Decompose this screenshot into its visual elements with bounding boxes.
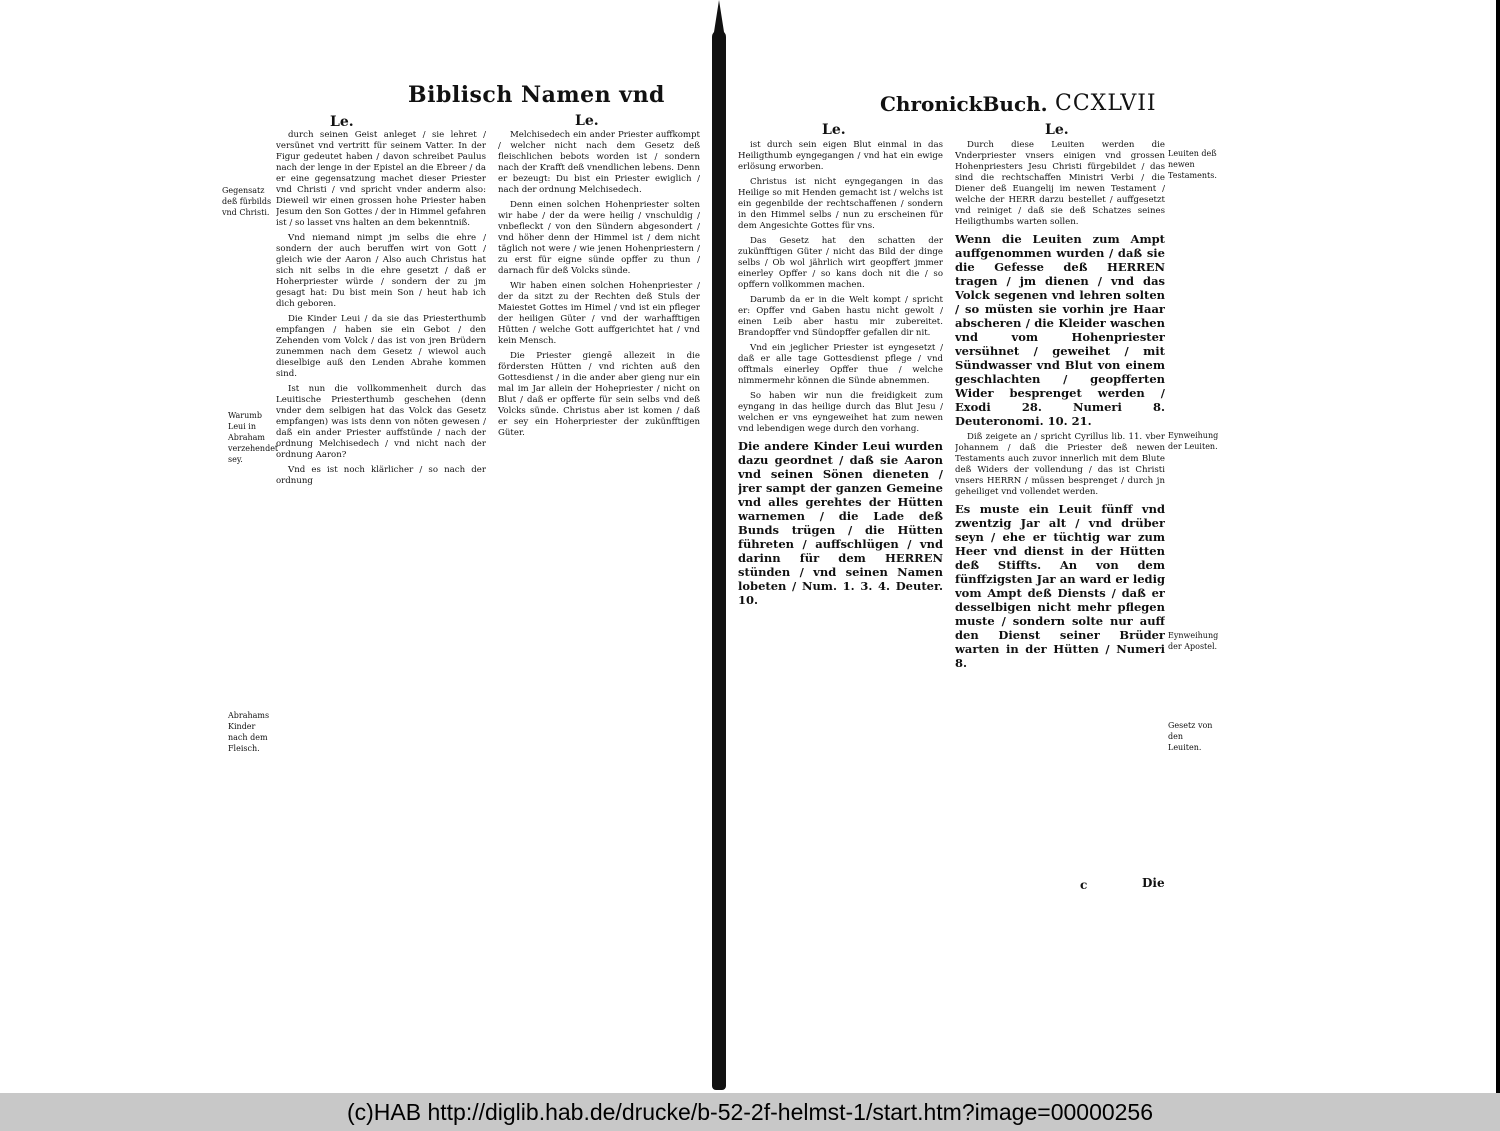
paragraph: ist durch sein eigen Blut einmal in das Heiligthumb eyngegangen / vnd hat ein ewige erlösung erworben. [738, 140, 943, 172]
paragraph: Diß zeigete an / spricht Cyrillus lib. 11. vber Johannem / daß die Priester deß newen Testaments auch zuvor innerlich mit dem Blute deß Widers der vollendung / das ist Christi vnsers HERRN / müssen besprenget / durch jn geheiliget vnd vollendet werden. [955, 432, 1165, 497]
paragraph: So haben wir nun die freidigkeit zum eyngang in das heilige durch das Blut Jesu / welchen er vns eyngeweihet hat zum newen vnd lebendigen wege durch den vorhang. [738, 391, 943, 434]
catchword: Die [1142, 876, 1165, 890]
paragraph: Christus ist nicht eyngegangen in das Heilige so mit Henden gemacht ist / welchs ist ein gegenbilde der rechtschaffenen / sondern in den Himmel selbs / nun zu erscheinen für dem Angesichte Gottes für vns. [738, 177, 943, 231]
paragraph: Ist nun die vollkommenheit durch das Leuitische Priesterthumb geschehen (denn vnder dem selbigen hat das Volck das Gesetz empfangen) was ists denn von nöten gewesen / daß ein ander Priester auffstünde / nach der ordnung Melchisedech / vnd nicht nach der ordnung Aaron? [276, 384, 486, 460]
running-head-right: ChronickBuch. [880, 92, 1048, 116]
paragraph: Durch diese Leuiten werden die Vnderpriester vnsers einigen vnd grossen Hohenpriesters Jesu Christi fürgebildet / das sind die rechtschaffen Ministri Verbi / die Diener deß Euangelij im newen Testament / welche der HERR darzu bestellet / auffgesetzt vnd reiniget / daß sie deß Schatzes seines Heiligthumbs warten sollen. [955, 140, 1165, 227]
paragraph: Vnd ein jeglicher Priester ist eyngesetzt / daß er alle tage Gottesdienst pflege / vnd offtmals einerley Opffer thue / welche nimmermehr können die Sünde abnemmen. [738, 343, 943, 386]
running-head-left: Biblisch Namen vnd [408, 82, 665, 108]
margin-note-left-1: Gegensatz deß fürbilds vnd Christi. [222, 186, 272, 217]
column-head-2: Le. [575, 113, 599, 129]
paragraph: Wir haben einen solchen Hohenpriester / der da sitzt zu der Rechten deß Stuls der Maiestet Gottes im Himel / vnd ist ein pfleger der heiligen Güter / vnd der warhafftigen Hütten / welche Gott auffgerichtet hat / vnd kein Mensch. [498, 281, 700, 346]
paragraph: durch seinen Geist anleget / sie lehret / versünet vnd vertritt für seinem Vatter. In der Figur gedeutet haben / davon schreibet Paulus nach der lenge in der Epistel an die Ebreer / da er eine gegensatzung machet dieser Priester vnd Christi / vnd spricht vnder anderm also: Dieweil wir einen grossen hohe Priester haben Jesum den Son Gottes / der in Himmel gefahren ist / so lasset vns halten an dem bekenntniß. [276, 130, 486, 228]
text-column-2 [498, 130, 700, 870]
footer-credit: (c)HAB http://diglib.hab.de/drucke/b-52-2f-helmst-1/start.htm?image=00000256 [346, 1098, 1154, 1125]
page-edge [1496, 0, 1500, 1093]
paragraph: Es muste ein Leuit fünff vnd zwentzig Jar alt / vnd drüber seyn / ehe er tüchtig war zum Heer vnd dienst in der Hütten deß Stiffts. An von dem fünffzigsten Jar an ward er ledig vom Ampt deß Diensts / daß er desselbigen nicht mehr pflegen muste / sondern solte nur auff den Dienst seiner Brüder warten in der Hütten / Numeri 8. [955, 502, 1165, 670]
book-gutter [712, 30, 726, 1090]
paragraph: Die Priester giengē allezeit in die fördersten Hütten / vnd richten auß den Gottesdienst / in die ander aber gieng nur ein mal im Jar allein der Hohepriester / nicht on Blut / daß er opfferte für sein selbs vnd deß Volcks sünde. Christus aber ist komen / daß er sey ein Hoherpriester der zukünfftigen Güter. [498, 351, 700, 438]
margin-note-right-1: Leuiten deß newen Testaments. [1168, 149, 1217, 180]
margin-note-right-2: Eynweihung der Leuiten. [1168, 431, 1219, 451]
paragraph: Vnd es ist noch klärlicher / so nach der ordnung [276, 465, 486, 486]
paragraph: Die andere Kinder Leui wurden dazu geordnet / daß sie Aaron vnd seinen Sönen dieneten / jrer sampt der ganzen Gemeine vnd alles gerehtes der Hütten warnemen / die Lade deß Bunds trügen / die Hütten führeten / auffschlügen / vnd darinn für dem HERREN stünden / vnd seinen Namen lobeten / Num. 1. 3. 4. Deuter. 10. [738, 439, 943, 607]
margin-note-left-2: Warumb Leui in Abraham verzehendet sey. [228, 411, 279, 464]
text-column-1 [276, 130, 486, 868]
margin-note-left-3: Abrahams Kinder nach dem Fleisch. [228, 711, 270, 753]
paragraph: Melchisedech ein ander Priester auffkompt / welcher nicht nach dem Gesetz deß fleischlichen bebots worden ist / sondern nach der Krafft deß vnendlichen lebens. Denn er bezeugt: Du bist ein Priester ewiglich / nach der ordnung Melchisedech. [498, 130, 700, 195]
margin-note-right-3: Eynweihung der Apostel. [1168, 631, 1219, 651]
folio-number: CCXLVII [1055, 91, 1157, 116]
column-head-4: Le. [1045, 122, 1069, 138]
column-head-1: Le. [330, 114, 354, 130]
paragraph: Darumb da er in die Welt kompt / spricht er: Opffer vnd Gaben hastu nicht gewolt / einen Leib aber hastu mir zubereitet. Brandopffer vnd Sündopffer gefallen dir nit. [738, 295, 943, 338]
text-column-3 [738, 140, 943, 880]
text-column-4 [955, 140, 1165, 880]
paragraph: Wenn die Leuiten zum Ampt auffgenommen wurden / daß sie die Gefesse deß HERREN tragen / jm dienen / vnd das Volck segenen vnd lehren solten / so müsten sie vorhin jre Haar abscheren / die Kleider waschen vnd vom Hohenpriester versühnet / geweihet / mit Sündwasser vnd Blut von einem geschlachten / geopfferten Wider besprenget werden / Exodi 28. Numeri 8. Deuteronomi. 10. 21. [955, 232, 1165, 428]
copyright-footer [0, 1093, 1500, 1131]
paragraph: Das Gesetz hat den schatten der zukünfftigen Güter / nicht das Bild der dinge selbs / Ob wol jährlich wirt geopffert jmmer einerley Opffer / so kans doch nit die / so opffern vollkommen machen. [738, 236, 943, 290]
paragraph: Die Kinder Leui / da sie das Priesterthumb empfangen / haben sie ein Gebot / den Zehenden vom Volck / das ist von jren Brüdern zunemmen nach dem Gesetz / wiewol auch dieselbige auß den Lenden Abrahe kommen sind. [276, 314, 486, 379]
signature-mark: c [1080, 878, 1088, 892]
paragraph: Vnd niemand nimpt jm selbs die ehre / sondern der auch beruffen wirt von Gott / gleich wie der Aaron / Also auch Christus hat sich nit selbs in die ehre gesetzt / daß er Hoherpriester würde / sondern der zu jm gesagt hat: Du bist mein Son / heut hab ich dich geboren. [276, 233, 486, 309]
column-head-3: Le. [822, 122, 846, 138]
paragraph: Denn einen solchen Hohenpriester solten wir habe / der da were heilig / vnschuldig / vnbefleckt / von den Sündern abgesondert / vnd höher denn der Himmel ist / dem nicht täglich not were / wie jenen Hohenpriestern / zu erst für eigne sünde opffer zu thun / darnach für deß Volcks sünde. [498, 200, 700, 276]
margin-note-right-4: Gesetz von den Leuiten. [1168, 721, 1213, 752]
